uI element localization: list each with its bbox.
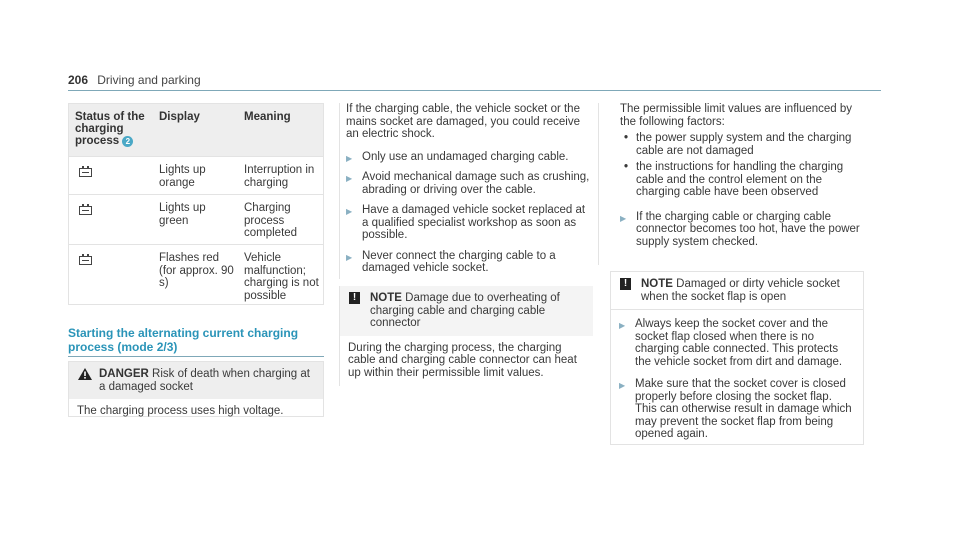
intro-paragraph: The permissible limit values are influenced by the following factors: (620, 103, 853, 128)
list-item: ▶ Have a damaged vehicle socket replaced at a qualified specialist workshop as soon as possible. (346, 204, 586, 241)
list-item: ▶ Make sure that the socket cover is closed properly before closing the socket flap. This can otherwise result in damage which may prevent the socket flap from being opened again. (619, 378, 852, 440)
list-item: • the power supply system and the charging cable are not damaged (624, 132, 852, 157)
note-box (339, 286, 593, 386)
charging-plug-icon (79, 166, 92, 177)
column-divider (339, 103, 340, 279)
table-row (69, 194, 323, 245)
list-item: ▶ If the charging cable or charging cable connector becomes too hot, have the power supply system checked. (620, 210, 860, 248)
page-number: 206 (68, 73, 89, 87)
note-label: NOTE (641, 278, 673, 290)
section-heading: Starting the alternating current charging process (mode 2/3) (68, 326, 324, 357)
column-3 (620, 103, 860, 256)
meaning-cell: Vehicle malfunction; charging is not possible (244, 252, 319, 302)
note-header (611, 272, 863, 309)
table-row (69, 244, 323, 307)
display-cell: Lights up green (159, 202, 206, 227)
note-body (611, 309, 863, 441)
meaning-cell: Charging process completed (244, 202, 298, 239)
danger-label: DANGER (99, 368, 149, 380)
danger-text: Risk of death when charging at a damaged socket (99, 368, 310, 393)
charging-plug-icon (79, 204, 92, 215)
page-title: Driving and parking (97, 73, 201, 87)
footnote-badge: 2 (122, 136, 133, 147)
table-row (69, 156, 323, 195)
column-2 (346, 103, 592, 283)
arrow-icon: ▶ (346, 207, 353, 216)
arrow-icon: ▶ (620, 213, 627, 223)
display-cell: Flashes red (for approx. 90 s) (159, 252, 234, 289)
note-header (340, 286, 593, 336)
column-divider (598, 103, 599, 265)
status-table (68, 103, 324, 305)
meaning-cell: Interruption in charging (244, 164, 315, 189)
list-item: ▶ Avoid mechanical damage such as crushing, abrading or driving over the cable. (346, 171, 590, 196)
bullet-dot-icon: • (624, 161, 629, 173)
arrow-icon: ▶ (619, 381, 626, 390)
arrow-icon: ▶ (346, 252, 353, 262)
list-item: • the instructions for handling the charging cable and the control element on the charging cable have been observed (624, 161, 844, 198)
danger-box (68, 361, 324, 417)
intro-paragraph: If the charging cable, the vehicle socket or the mains socket are damaged, you could receive an electric shock. (346, 103, 580, 140)
list-item: ▶ Only use an undamaged charging cable. (346, 151, 592, 164)
note-box (610, 271, 864, 445)
exclamation-icon: ! (349, 292, 360, 304)
col-header-status: Status of the charging process 2 (75, 111, 145, 147)
danger-header (69, 362, 323, 399)
bullet-dot-icon: • (624, 132, 629, 144)
exclamation-icon: ! (620, 278, 631, 290)
list-item: ▶ Always keep the socket cover and the socket flap closed when there is no charging cable connected. This protects the vehicle socket from dirt and damage. (619, 318, 843, 368)
warning-triangle-icon (78, 368, 92, 380)
note-label: NOTE (370, 292, 402, 304)
display-cell: Lights up orange (159, 164, 206, 189)
arrow-icon: ▶ (346, 174, 353, 183)
note-text: Damage due to overheating of charging cable and charging cable connector (370, 292, 560, 329)
arrow-icon: ▶ (619, 321, 626, 330)
danger-body: The charging process uses high voltage. (77, 405, 284, 417)
page-header (68, 74, 881, 91)
arrow-icon: ▶ (346, 153, 353, 163)
charging-plug-icon (79, 254, 92, 265)
note-text: Damaged or dirty vehicle socket when the socket flap is open (641, 278, 840, 303)
col-header-display: Display (159, 111, 200, 123)
list-item: ▶ Never connect the charging cable to a damaged vehicle socket. (346, 249, 556, 274)
col-header-meaning: Meaning (244, 111, 291, 123)
note-body: During the charging process, the charging cable and charging cable connector can heat up within their permissible limit values. (348, 341, 577, 379)
table-header (69, 104, 323, 156)
